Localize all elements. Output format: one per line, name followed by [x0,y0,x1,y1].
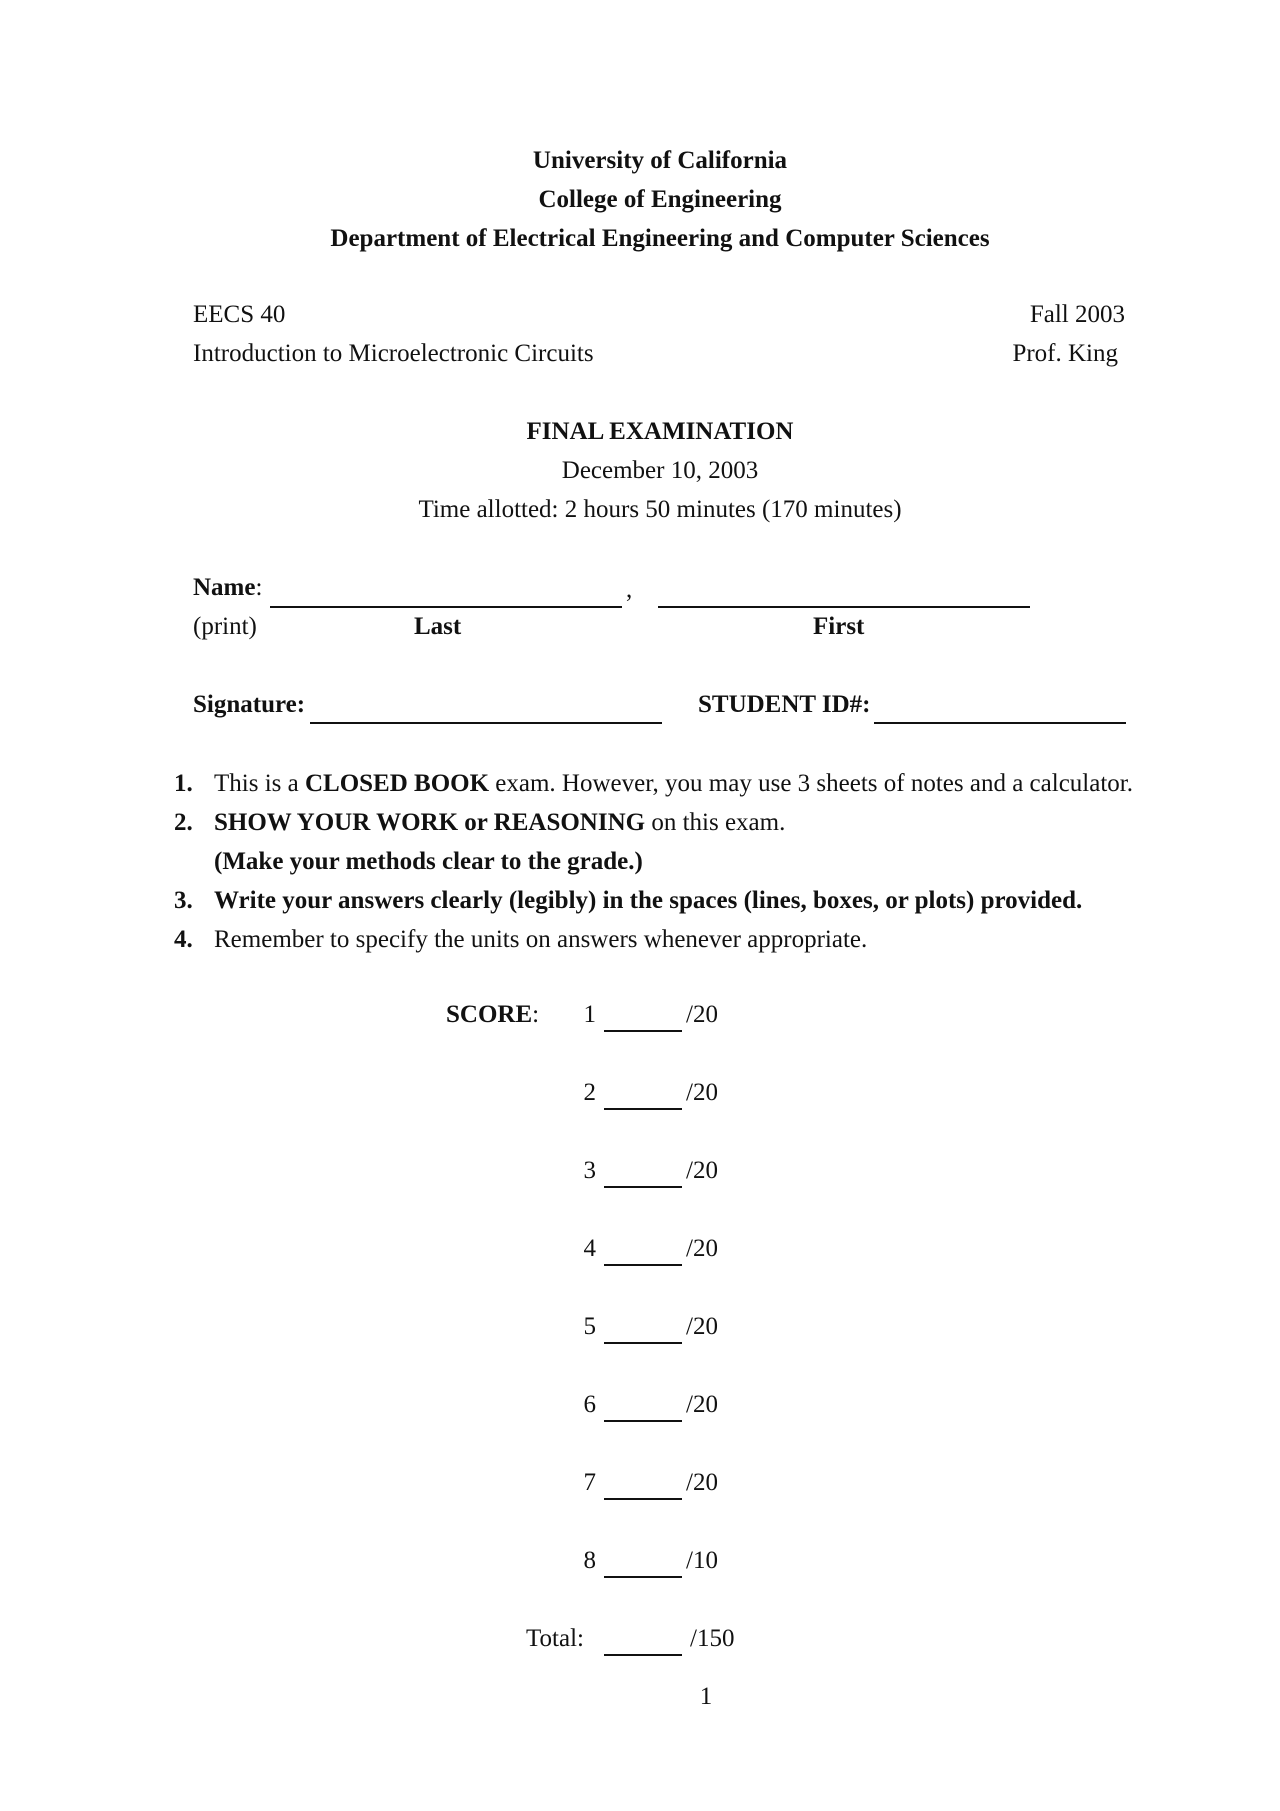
exam-time-allotted: Time allotted: 2 hours 50 minutes (170 minutes) [418,496,902,523]
instruction-number: 1. [174,770,193,797]
instruction-text: Remember to specify the units on answers whenever appropriate. [214,926,868,953]
question-max-points: /20 [686,1157,718,1184]
signature-label: Signature: [193,691,306,718]
score-field[interactable] [604,1576,682,1578]
instruction-item [174,764,1134,803]
score-field[interactable] [604,1420,682,1422]
instruction-emphasis: (Make your methods clear to the grade.) [214,848,643,875]
instruction-text: This is a [214,770,305,797]
instruction-item [174,803,1134,881]
instructions-list [174,764,1134,959]
score-field[interactable] [604,1498,682,1500]
total-max-points: /150 [690,1625,735,1652]
question-number: 1 [583,1001,596,1028]
name-comma: , [626,576,633,603]
student-id-field[interactable] [874,722,1126,724]
score-field[interactable] [604,1108,682,1110]
university-name: University of California [532,147,788,174]
print-label: (print) [193,613,257,640]
question-number: 8 [583,1547,596,1574]
course-code: EECS 40 [193,301,286,328]
question-number: 2 [583,1079,596,1106]
score-colon: : [532,1001,540,1028]
score-field[interactable] [604,1186,682,1188]
total-score-field[interactable] [604,1654,682,1656]
name-colon: : [255,574,263,601]
score-field[interactable] [604,1342,682,1344]
exam-title: FINAL EXAMINATION [526,418,794,445]
name-label: Name [193,574,256,601]
first-name-label: First [813,613,865,640]
question-number: 6 [583,1391,596,1418]
instruction-emphasis: CLOSED BOOK [304,770,490,797]
question-max-points: /20 [686,1469,718,1496]
score-field[interactable] [604,1030,682,1032]
question-number: 7 [583,1469,596,1496]
signature-field[interactable] [310,722,662,724]
question-max-points: /20 [686,1079,718,1106]
instruction-text: on this exam. [645,809,786,836]
exam-date: December 10, 2003 [561,457,759,484]
instruction-number: 2. [174,809,193,836]
score-field[interactable] [604,1264,682,1266]
instruction-emphasis: SHOW YOUR WORK or REASONING [214,809,646,836]
last-name-label: Last [414,613,462,640]
instruction-number: 3. [174,887,193,914]
score-label: SCORE [446,1001,533,1028]
question-number: 3 [583,1157,596,1184]
college-name: College of Engineering [538,186,782,213]
instruction-number: 4. [174,926,193,953]
first-name-field[interactable] [658,606,1030,608]
score-label-group [446,1000,539,1030]
instruction-item [174,920,1134,959]
question-number: 4 [583,1235,596,1262]
student-id-label: STUDENT ID#: [698,691,871,718]
instruction-emphasis: Write your answers clearly (legibly) in the spaces (lines, boxes, or plots) provided. [214,887,1083,914]
question-max-points: /20 [686,1313,718,1340]
page-number: 1 [699,1683,713,1710]
course-professor: Prof. King [1012,340,1118,367]
question-max-points: /20 [686,1235,718,1262]
name-label-group [193,573,262,603]
department-name: Department of Electrical Engineering and Computer Sciences [330,225,990,252]
question-number: 5 [583,1313,596,1340]
instruction-text: exam. However, you may use 3 sheets of notes and a calculator. [489,770,1133,797]
question-max-points: /20 [686,1391,718,1418]
last-name-field[interactable] [270,606,622,608]
question-max-points: /10 [686,1547,718,1574]
course-title: Introduction to Microelectronic Circuits [193,340,594,367]
total-label: Total: [526,1625,584,1652]
instruction-item [174,881,1134,920]
question-max-points: /20 [686,1001,718,1028]
course-term: Fall 2003 [1029,301,1125,328]
